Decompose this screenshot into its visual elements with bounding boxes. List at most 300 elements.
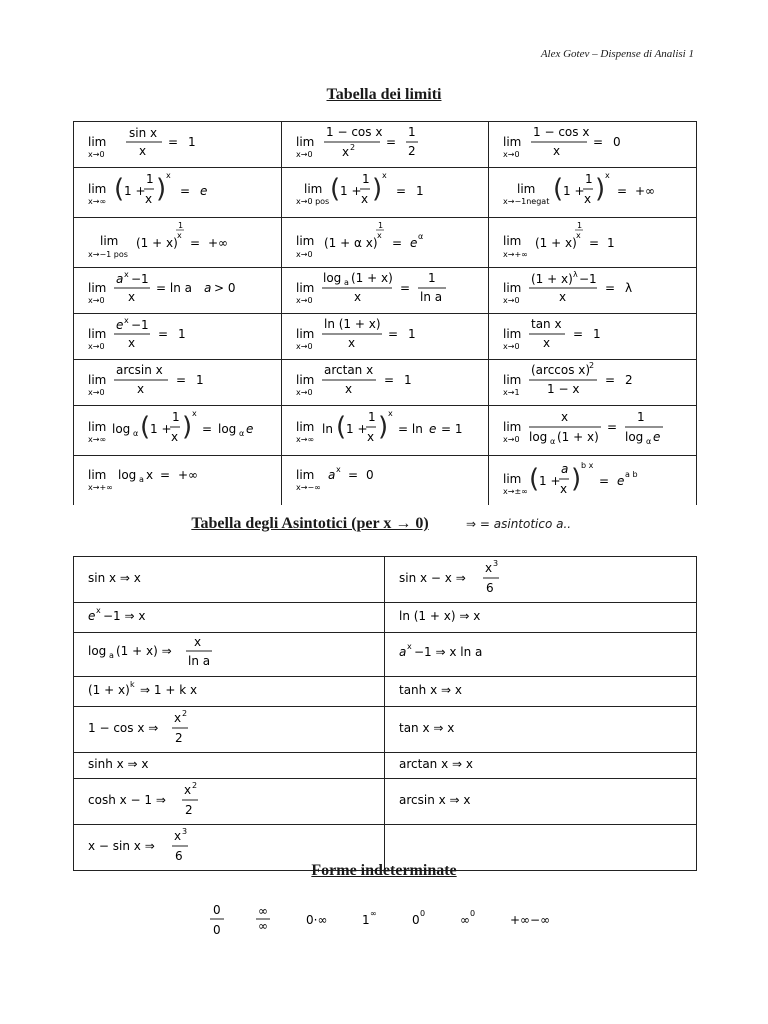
- svg-text:α: α: [646, 437, 652, 446]
- svg-text:lim: lim: [503, 373, 522, 387]
- svg-text:1: 1: [404, 373, 412, 387]
- svg-text:ln a: ln a: [188, 654, 211, 668]
- svg-text:=: =: [589, 236, 600, 250]
- svg-text:2: 2: [185, 803, 193, 817]
- table-row: [74, 707, 697, 753]
- svg-text:): ): [372, 174, 383, 204]
- svg-text:x→0: x→0: [503, 296, 520, 305]
- svg-text:arcsin x: arcsin x: [116, 363, 163, 377]
- svg-text:lim: lim: [100, 234, 119, 248]
- asymptotic-cell: [385, 557, 697, 603]
- limit-cell: [282, 268, 489, 314]
- svg-text:): ): [571, 464, 582, 494]
- svg-text:x: x: [605, 171, 610, 180]
- table-row: [74, 168, 697, 218]
- svg-text:lim: lim: [503, 135, 522, 149]
- asymptotic-cell: [385, 603, 697, 633]
- svg-text:=: =: [168, 135, 179, 149]
- svg-text:1 +: 1 +: [563, 184, 585, 198]
- svg-text:a: a: [116, 272, 124, 286]
- svg-text:sin x − x ⇒: sin x − x ⇒: [399, 571, 466, 585]
- svg-text:1 − cos x: 1 − cos x: [326, 125, 383, 139]
- svg-text:α: α: [239, 429, 245, 438]
- limit-cell: [74, 360, 282, 406]
- svg-text:x→0: x→0: [503, 342, 520, 351]
- svg-text:1: 1: [637, 410, 645, 424]
- svg-text:x→0: x→0: [88, 388, 105, 397]
- svg-text:1: 1: [408, 125, 416, 139]
- asymptotic-cell: [74, 753, 385, 779]
- svg-text:x: x: [174, 829, 182, 843]
- svg-text:⇒ 1 + k x: ⇒ 1 + k x: [140, 683, 198, 697]
- svg-text:a: a: [204, 281, 212, 295]
- svg-text:=: =: [180, 184, 191, 198]
- svg-text:x: x: [96, 606, 101, 615]
- svg-text:1: 1: [178, 221, 184, 230]
- limit-cell: [489, 218, 697, 268]
- svg-text:(1 + x): (1 + x): [351, 271, 393, 285]
- svg-text:x→1: x→1: [503, 388, 520, 397]
- svg-text:lim: lim: [517, 182, 536, 196]
- svg-text:x: x: [561, 410, 569, 424]
- asymptotic-cell: [385, 707, 697, 753]
- svg-text:arctan x: arctan x: [324, 363, 374, 377]
- svg-text:x: x: [145, 192, 153, 206]
- svg-text:x→∞: x→∞: [88, 435, 107, 444]
- svg-text:sinh x ⇒ x: sinh x ⇒ x: [88, 757, 149, 771]
- svg-text:1 +: 1 +: [150, 422, 172, 436]
- svg-text:x: x: [345, 382, 353, 396]
- svg-text:0: 0: [412, 913, 420, 927]
- svg-text:+∞: +∞: [208, 236, 229, 250]
- svg-text:3: 3: [493, 559, 499, 568]
- svg-text:2: 2: [625, 373, 633, 387]
- svg-text:1 +: 1 +: [340, 184, 362, 198]
- svg-text:ln (1 + x): ln (1 + x): [324, 317, 381, 331]
- svg-text:0: 0: [366, 468, 374, 482]
- svg-text:x: x: [361, 192, 369, 206]
- svg-text:2: 2: [192, 781, 198, 790]
- limit-cell: [489, 168, 697, 218]
- svg-text:∞: ∞: [258, 904, 268, 918]
- svg-text:x: x: [407, 642, 412, 651]
- svg-text:(1 + x) ⇒: (1 + x) ⇒: [116, 644, 172, 658]
- svg-text:ln: ln: [322, 422, 333, 436]
- limit-cell: [74, 168, 282, 218]
- svg-text:lim: lim: [88, 468, 107, 482]
- svg-text:lim: lim: [88, 281, 107, 295]
- svg-text:0: 0: [420, 909, 426, 918]
- svg-text:lim: lim: [503, 420, 522, 434]
- svg-text:x→−1 pos: x→−1 pos: [88, 250, 128, 259]
- svg-text:lim: lim: [88, 420, 107, 434]
- svg-text:=: =: [190, 236, 201, 250]
- svg-text:lim: lim: [296, 281, 315, 295]
- svg-text:x: x: [377, 231, 382, 240]
- svg-text:(: (: [140, 412, 151, 442]
- svg-text:lim: lim: [88, 182, 107, 196]
- svg-text:1: 1: [416, 184, 424, 198]
- indeterminate-forms-row: [210, 900, 570, 940]
- svg-text:1: 1: [196, 373, 204, 387]
- svg-text:x: x: [124, 316, 129, 325]
- svg-text:−1: −1: [579, 272, 597, 286]
- svg-text:1 +: 1 +: [346, 422, 368, 436]
- svg-text:=: =: [617, 184, 628, 198]
- svg-text:(: (: [336, 412, 347, 442]
- svg-text:e: e: [617, 474, 625, 488]
- svg-text:log: log: [118, 468, 137, 482]
- limits-table: [73, 121, 697, 505]
- svg-text:lim: lim: [296, 468, 315, 482]
- svg-text:log: log: [529, 430, 548, 444]
- svg-text:(1 + x): (1 + x): [88, 683, 130, 697]
- svg-text:= ln a: = ln a: [156, 281, 192, 295]
- svg-text:x: x: [553, 144, 561, 158]
- svg-text:x: x: [559, 290, 567, 304]
- svg-text:1: 1: [362, 172, 370, 186]
- svg-text:log: log: [112, 422, 131, 436]
- svg-text:x: x: [354, 290, 362, 304]
- svg-text:x→±∞: x→±∞: [503, 487, 528, 496]
- svg-text:1: 1: [188, 135, 196, 149]
- svg-text:1 +: 1 +: [124, 184, 146, 198]
- svg-text:x: x: [124, 270, 129, 279]
- svg-text:cosh x − 1 ⇒: cosh x − 1 ⇒: [88, 793, 166, 807]
- svg-text:log: log: [88, 644, 107, 658]
- svg-text:e: e: [88, 609, 96, 623]
- svg-text:=: =: [392, 236, 403, 250]
- svg-text:=: =: [348, 468, 359, 482]
- limit-cell: [74, 268, 282, 314]
- svg-text:−1 ⇒ x: −1 ⇒ x: [103, 609, 146, 623]
- svg-text:=: =: [593, 135, 604, 149]
- svg-text:e: e: [116, 318, 124, 332]
- svg-text:x: x: [137, 382, 145, 396]
- svg-text:(: (: [330, 174, 341, 204]
- svg-text:x→0: x→0: [88, 296, 105, 305]
- svg-text:x: x: [543, 336, 551, 350]
- svg-text:x: x: [146, 468, 154, 482]
- svg-text:lim: lim: [296, 327, 315, 341]
- table-row: [74, 603, 697, 633]
- svg-text:log: log: [218, 422, 237, 436]
- svg-text:=: =: [605, 281, 616, 295]
- svg-text:lim: lim: [88, 373, 107, 387]
- svg-text:lim: lim: [88, 327, 107, 341]
- svg-text:x: x: [584, 192, 592, 206]
- limit-cell: [74, 122, 282, 168]
- svg-text:λ: λ: [573, 270, 578, 279]
- svg-text:1 − cos x: 1 − cos x: [533, 125, 590, 139]
- svg-text:+∞−∞: +∞−∞: [510, 913, 551, 927]
- svg-text:x→0: x→0: [296, 150, 313, 159]
- svg-text:=: =: [388, 327, 399, 341]
- svg-text:x→0: x→0: [503, 150, 520, 159]
- svg-text:(: (: [553, 174, 564, 204]
- svg-text:): ): [595, 174, 606, 204]
- svg-text:=: =: [386, 135, 397, 149]
- limit-cell: [489, 314, 697, 360]
- svg-text:e: e: [200, 184, 208, 198]
- svg-text:∞: ∞: [258, 919, 268, 933]
- svg-text:1: 1: [362, 913, 370, 927]
- svg-text:1: 1: [428, 271, 436, 285]
- svg-text:=: =: [573, 327, 584, 341]
- svg-text:(arccos x): (arccos x): [531, 363, 591, 377]
- svg-text:x: x: [128, 290, 136, 304]
- table-row: [74, 122, 697, 168]
- svg-text:b x: b x: [581, 461, 594, 470]
- svg-text:= ln: = ln: [398, 422, 423, 436]
- svg-text:1: 1: [178, 327, 186, 341]
- svg-text:1 − cos x ⇒: 1 − cos x ⇒: [88, 721, 159, 735]
- limit-cell: [489, 360, 697, 406]
- svg-text:1: 1: [585, 172, 593, 186]
- svg-text:x→∞: x→∞: [88, 197, 107, 206]
- svg-text:lim: lim: [503, 472, 522, 486]
- svg-text:2: 2: [350, 143, 356, 152]
- svg-text:tan x: tan x: [531, 317, 562, 331]
- limit-cell: [282, 168, 489, 218]
- svg-text:1: 1: [577, 221, 583, 230]
- svg-text:lim: lim: [296, 373, 315, 387]
- svg-text:3: 3: [182, 827, 188, 836]
- svg-text:lim: lim: [304, 182, 323, 196]
- svg-text:lim: lim: [88, 135, 107, 149]
- table-row: [74, 314, 697, 360]
- svg-text:=: =: [176, 373, 187, 387]
- asymptotic-cell: [385, 753, 697, 779]
- svg-text:(1 + x): (1 + x): [136, 236, 178, 250]
- svg-text:tanh x ⇒ x: tanh x ⇒ x: [399, 683, 462, 697]
- svg-text:α: α: [133, 429, 139, 438]
- table-row: [74, 218, 697, 268]
- svg-text:log: log: [323, 271, 342, 285]
- svg-text:−1 ⇒ x ln a: −1 ⇒ x ln a: [414, 645, 483, 659]
- svg-text:=: =: [202, 422, 213, 436]
- limit-cell: [489, 122, 697, 168]
- svg-text:−1: −1: [131, 272, 149, 286]
- svg-text:x: x: [194, 635, 202, 649]
- svg-text:e: e: [429, 422, 437, 436]
- svg-text:+∞: +∞: [635, 184, 656, 198]
- asymptotics-table: [73, 556, 697, 871]
- svg-text:x: x: [174, 711, 182, 725]
- svg-text:1: 1: [607, 236, 615, 250]
- table-row: [74, 677, 697, 707]
- limit-cell: [489, 456, 697, 506]
- svg-text:> 0: > 0: [214, 281, 236, 295]
- asymptotic-cell: [385, 677, 697, 707]
- limit-cell: [74, 218, 282, 268]
- svg-text:x→+∞: x→+∞: [503, 250, 528, 259]
- svg-text:a: a: [344, 278, 349, 287]
- svg-text:1 +: 1 +: [539, 474, 561, 488]
- svg-text:x: x: [177, 231, 182, 240]
- svg-text:x→0: x→0: [296, 250, 313, 259]
- svg-text:lim: lim: [296, 135, 315, 149]
- svg-text:x: x: [184, 783, 192, 797]
- svg-text:x→0: x→0: [296, 342, 313, 351]
- svg-text:lim: lim: [503, 234, 522, 248]
- svg-text:e: e: [246, 422, 254, 436]
- svg-text:a: a: [399, 645, 407, 659]
- svg-text:1: 1: [593, 327, 601, 341]
- svg-text:1 − x: 1 − x: [547, 382, 580, 396]
- svg-text:1: 1: [378, 221, 384, 230]
- svg-text:2: 2: [589, 361, 595, 370]
- svg-text:x: x: [128, 336, 136, 350]
- svg-text:+∞: +∞: [178, 468, 199, 482]
- limit-cell: [282, 122, 489, 168]
- limit-cell: [282, 314, 489, 360]
- svg-text:x→∞: x→∞: [296, 435, 315, 444]
- svg-text:a: a: [139, 475, 144, 484]
- asymptotic-cell: [74, 707, 385, 753]
- svg-text:x: x: [576, 231, 581, 240]
- svg-text:x: x: [560, 482, 568, 496]
- svg-text:1: 1: [368, 410, 376, 424]
- asymptotic-cell: [74, 779, 385, 825]
- svg-text:x: x: [336, 465, 341, 474]
- svg-text:∞: ∞: [370, 909, 377, 918]
- svg-text:α: α: [418, 232, 424, 241]
- svg-text:ln (1 + x) ⇒ x: ln (1 + x) ⇒ x: [399, 609, 481, 623]
- svg-text:0: 0: [613, 135, 621, 149]
- svg-text:x − sin x ⇒: x − sin x ⇒: [88, 839, 155, 853]
- svg-text:λ: λ: [625, 281, 633, 295]
- svg-text:a: a: [328, 468, 336, 482]
- svg-text:1: 1: [146, 172, 154, 186]
- asymptotic-cell: [74, 633, 385, 677]
- table-row: [74, 360, 697, 406]
- svg-text:0: 0: [213, 903, 221, 917]
- asymptotic-cell: [74, 603, 385, 633]
- svg-text:sin x ⇒ x: sin x ⇒ x: [88, 571, 141, 585]
- svg-text:2: 2: [182, 709, 188, 718]
- svg-text:x→0 pos: x→0 pos: [296, 197, 330, 206]
- svg-text:a: a: [561, 462, 569, 476]
- svg-text:x→−∞: x→−∞: [296, 483, 321, 492]
- svg-text:a: a: [109, 651, 114, 660]
- table-row: [74, 779, 697, 825]
- svg-text:x: x: [348, 336, 356, 350]
- svg-text:x: x: [166, 171, 171, 180]
- limit-cell: [282, 360, 489, 406]
- svg-text:0·∞: 0·∞: [306, 913, 328, 927]
- indeterminate-forms-title: Forme indeterminate: [311, 862, 457, 879]
- table-row: [74, 406, 697, 456]
- svg-text:x: x: [382, 171, 387, 180]
- table-row: [74, 557, 697, 603]
- svg-text:x: x: [342, 145, 350, 159]
- asymptotic-cell: [74, 557, 385, 603]
- svg-text:2: 2: [175, 731, 183, 745]
- svg-text:ln a: ln a: [420, 290, 443, 304]
- asymptotic-cell: [74, 677, 385, 707]
- svg-text:x→−1negat: x→−1negat: [503, 197, 550, 206]
- svg-text:x: x: [171, 430, 179, 444]
- svg-text:e: e: [410, 236, 418, 250]
- svg-text:(: (: [114, 174, 125, 204]
- svg-text:arctan x ⇒ x: arctan x ⇒ x: [399, 757, 473, 771]
- svg-text:(1 + x): (1 + x): [531, 272, 573, 286]
- limit-cell: [74, 456, 282, 506]
- svg-text:=: =: [599, 474, 610, 488]
- limits-title: Tabella dei limiti: [326, 86, 442, 103]
- svg-text:k: k: [130, 680, 135, 689]
- svg-text:e: e: [653, 430, 661, 444]
- svg-text:x→0: x→0: [88, 342, 105, 351]
- svg-text:x: x: [192, 409, 197, 418]
- asymptotic-note: ⇒ = asintotico a..: [466, 517, 572, 531]
- svg-text:=: =: [400, 281, 411, 295]
- svg-text:): ): [156, 174, 167, 204]
- svg-text:x: x: [388, 409, 393, 418]
- svg-text:log: log: [625, 430, 644, 444]
- limit-cell: [74, 406, 282, 456]
- svg-text:lim: lim: [503, 281, 522, 295]
- table-row: [74, 753, 697, 779]
- svg-text:=: =: [396, 184, 407, 198]
- svg-text:a b: a b: [625, 470, 638, 479]
- svg-text:0: 0: [213, 923, 221, 937]
- svg-text:x→0: x→0: [503, 435, 520, 444]
- asymptotic-cell: [385, 779, 697, 825]
- svg-text:arcsin x ⇒ x: arcsin x ⇒ x: [399, 793, 471, 807]
- limit-cell: [489, 406, 697, 456]
- svg-text:∞: ∞: [460, 913, 470, 927]
- svg-text:x: x: [367, 430, 375, 444]
- svg-text:=: =: [607, 420, 618, 434]
- limit-cell: [282, 406, 489, 456]
- svg-text:2: 2: [408, 144, 416, 158]
- svg-text:=: =: [384, 373, 395, 387]
- svg-text:(1 + x): (1 + x): [557, 430, 599, 444]
- svg-text:= 1: = 1: [441, 422, 463, 436]
- svg-text:−1: −1: [131, 318, 149, 332]
- svg-text:6: 6: [486, 581, 494, 595]
- svg-text:=: =: [605, 373, 616, 387]
- svg-text:=: =: [160, 468, 171, 482]
- svg-text:(: (: [529, 464, 540, 494]
- svg-text:x→+∞: x→+∞: [88, 483, 113, 492]
- page-header: Alex Gotev – Dispense di Analisi 1: [540, 48, 694, 60]
- svg-text:6: 6: [175, 849, 183, 863]
- svg-text:x→0: x→0: [296, 296, 313, 305]
- svg-text:tan x ⇒ x: tan x ⇒ x: [399, 721, 455, 735]
- svg-text:(1 + x): (1 + x): [535, 236, 577, 250]
- svg-text:x: x: [139, 144, 147, 158]
- svg-text:1: 1: [172, 410, 180, 424]
- svg-text:x→0: x→0: [88, 150, 105, 159]
- limit-cell: [489, 268, 697, 314]
- limit-cell: [74, 314, 282, 360]
- svg-text:): ): [378, 412, 389, 442]
- indeterminate-forms: [0, 900, 768, 940]
- svg-text:): ): [182, 412, 193, 442]
- svg-text:=: =: [158, 327, 169, 341]
- svg-text:x: x: [485, 561, 493, 575]
- svg-text:1: 1: [408, 327, 416, 341]
- svg-text:α: α: [550, 437, 556, 446]
- svg-text:0: 0: [470, 909, 476, 918]
- table-row: [74, 268, 697, 314]
- svg-text:(1 + α x): (1 + α x): [324, 236, 378, 250]
- limit-cell: [282, 218, 489, 268]
- asymptotic-cell: [385, 633, 697, 677]
